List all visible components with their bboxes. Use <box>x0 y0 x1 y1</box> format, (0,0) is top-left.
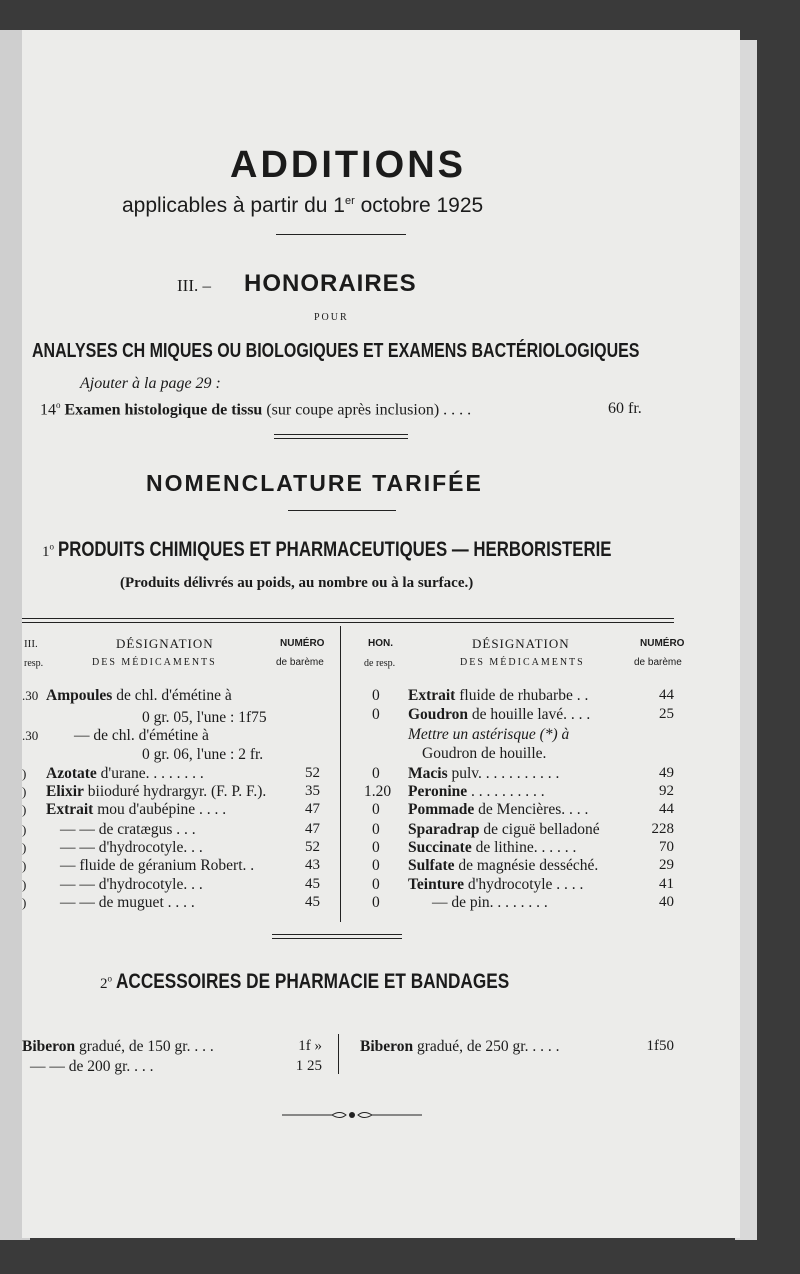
table-top-rule <box>22 618 674 623</box>
nomenclature-rule <box>288 510 396 511</box>
row-hon: 0 <box>372 687 380 704</box>
subtitle-date: octobre 1925 <box>354 194 484 217</box>
table-row <box>372 687 588 705</box>
row-number: 49 <box>659 765 674 781</box>
accessory-price: 1 25 <box>295 1058 322 1074</box>
accessory-row <box>22 1038 214 1056</box>
section1-number: 1 <box>42 544 50 560</box>
examen-text: (sur coupe après inclusion) . . . . <box>266 401 472 419</box>
subtitle-sup: er <box>344 195 355 207</box>
left-header-designation: DÉSIGNATION <box>116 636 214 651</box>
left-header-numero: NUMÉRO <box>280 638 325 649</box>
left-header-hon: III. <box>24 638 38 650</box>
row-text: d'hydrocotyle . . . . <box>463 876 584 893</box>
table-row <box>364 783 545 801</box>
ornament-icon <box>282 1108 422 1122</box>
ajouter-note: Ajouter à la page 29 : <box>80 375 221 392</box>
row-bold: Ampoules <box>46 687 113 704</box>
row-bold: Pommade <box>408 801 475 818</box>
row-bold: Peronine <box>408 783 468 800</box>
row-text: — fluide de géranium Robert. . <box>60 857 255 874</box>
table-row <box>372 706 590 724</box>
section2-heading <box>100 970 596 994</box>
table-row <box>372 876 583 894</box>
document-page <box>22 30 740 1238</box>
row-bold: Sulfate <box>408 857 455 874</box>
row-text: — — d'hydrocotyle. . . <box>60 876 203 893</box>
accessory-row <box>360 1038 559 1056</box>
analyses-heading: ANALYSES CH MIQUES OU BIOLOGIQUES ET EXAMENS BACTÉRIOLOGIQUES <box>32 340 640 362</box>
table-row <box>408 726 569 744</box>
row-number: 70 <box>659 839 674 855</box>
double-rule-2 <box>272 934 402 939</box>
row-hon: 0 <box>372 801 380 818</box>
table-row <box>22 857 254 875</box>
table-row <box>372 801 588 819</box>
row-bold: Goudron <box>408 706 469 723</box>
row-text: fluide de rhubarbe . . <box>455 687 589 704</box>
row-text: — de pin. . . . . . . . <box>432 894 548 911</box>
table-row <box>142 709 267 727</box>
row-text: — — d'hydrocotyle. . . <box>60 839 203 856</box>
row-hon: ) <box>22 877 27 892</box>
pour-label: POUR <box>314 312 349 323</box>
row-text: Mettre un astérisque (*) à <box>408 726 570 743</box>
section2-sup: o <box>107 973 112 984</box>
table-row <box>22 727 209 745</box>
row-text: de Mencières. . . . <box>474 801 589 818</box>
row-number: 228 <box>651 821 674 837</box>
table-row <box>372 839 576 857</box>
row-number: 43 <box>305 857 320 873</box>
row-text: — — de muguet . . . . <box>60 894 195 911</box>
row-number: 25 <box>659 706 674 722</box>
row-text: biioduré hydrargyr. (F. P. F.). <box>83 783 267 800</box>
row-hon: 0 <box>372 876 380 893</box>
row-bold: Azotate <box>46 765 97 782</box>
row-number: 52 <box>305 765 320 781</box>
row-text: de lithine. . . . . . <box>471 839 577 856</box>
row-text: — de chl. d'émétine à <box>74 727 209 744</box>
row-hon: .30 <box>22 728 39 743</box>
row-text: gradué, de 150 gr. . . . <box>75 1038 214 1055</box>
row-text: 0 gr. 05, l'une : 1f75 <box>142 709 267 726</box>
examen-sup: o <box>56 400 61 410</box>
right-header-numero-2: de barème <box>634 657 682 668</box>
accessory-divider <box>338 1034 339 1074</box>
table-row <box>372 765 559 783</box>
row-bold: Teinture <box>408 876 464 893</box>
row-bold: Biberon <box>22 1038 76 1055</box>
row-number: 52 <box>305 839 320 855</box>
row-bold: Elixir <box>46 783 84 800</box>
row-bold: Sparadrap <box>408 821 480 838</box>
accessory-price: 1f » <box>298 1038 322 1054</box>
table-row <box>22 821 196 839</box>
examen-bold: Examen histologique de tissu <box>64 401 263 419</box>
examen-number: 14 <box>40 401 56 419</box>
right-header-designation-2: DES MÉDICAMENTS <box>460 657 585 668</box>
row-number: 92 <box>659 783 674 799</box>
row-hon: ) <box>22 766 27 781</box>
row-hon: 0 <box>372 839 380 856</box>
table-row <box>22 876 203 894</box>
table-row <box>372 821 600 839</box>
table-row <box>22 839 203 857</box>
row-number: 44 <box>659 687 674 703</box>
row-hon: ) <box>22 802 27 817</box>
page-subtitle <box>122 194 483 218</box>
row-text: pulv. . . . . . . . . . . <box>447 765 560 782</box>
left-header-hon-2: resp. <box>24 658 44 669</box>
honoraires-heading: HONORAIRES <box>244 270 417 297</box>
nomenclature-heading: NOMENCLATURE TARIFÉE <box>146 470 483 496</box>
row-text: de houille lavé. . . . <box>468 706 591 723</box>
row-hon: 1.20 <box>364 783 392 800</box>
row-bold: Extrait <box>46 801 94 818</box>
section1-note: (Produits délivrés au poids, au nombre ou à la surface.) <box>120 575 474 591</box>
row-text: mou d'aubépine . . . . <box>93 801 227 818</box>
row-hon: ) <box>22 822 27 837</box>
row-hon: 0 <box>372 821 380 838</box>
left-header-designation-2: DES MÉDICAMENTS <box>92 657 217 668</box>
row-text: . . . . . . . . . . <box>467 783 545 800</box>
row-text: Goudron de houille. <box>422 745 547 762</box>
table-row <box>22 801 226 819</box>
section1-sup: o <box>49 541 54 552</box>
table-row <box>372 857 598 875</box>
row-number: 35 <box>305 783 320 799</box>
section2-title: ACCESSOIRES DE PHARMACIE ET BANDAGES <box>116 970 510 993</box>
row-text: gradué, de 250 gr. . . . . <box>413 1038 560 1055</box>
table-row <box>142 746 263 764</box>
title-rule <box>276 234 406 235</box>
row-bold: Succinate <box>408 839 472 856</box>
double-rule-1 <box>274 434 408 439</box>
right-header-hon: HON. <box>368 638 393 649</box>
right-header-hon-2: de resp. <box>364 658 396 669</box>
row-text: de ciguë belladoné <box>479 821 600 838</box>
row-text: de chl. d'émétine à <box>112 687 232 704</box>
row-hon: ) <box>22 858 27 873</box>
section2-number: 2 <box>100 976 108 992</box>
row-number: 29 <box>659 857 674 873</box>
row-hon: ) <box>22 840 27 855</box>
section1-title: PRODUITS CHIMIQUES ET PHARMACEUTIQUES — HERBORISTERIE <box>58 538 612 561</box>
row-number: 41 <box>659 876 674 892</box>
section1-heading <box>42 538 750 562</box>
right-header-numero: NUMÉRO <box>640 638 685 649</box>
table-row <box>22 765 204 783</box>
row-number: 45 <box>305 876 320 892</box>
row-text: — — de 200 gr. . . . <box>30 1058 154 1075</box>
left-header-numero-2: de barème <box>276 657 324 668</box>
row-text: — — de cratægus . . . <box>60 821 196 838</box>
table-row <box>22 783 266 801</box>
row-text: de magnésie desséché. <box>454 857 599 874</box>
table-row <box>422 745 546 763</box>
examen-item <box>40 400 471 419</box>
table-column-divider <box>340 626 341 922</box>
table-row <box>22 894 195 912</box>
row-number: 47 <box>305 821 320 837</box>
row-number: 44 <box>659 801 674 817</box>
accessory-row <box>30 1058 154 1076</box>
row-hon: 0 <box>372 894 380 911</box>
row-hon: .30 <box>22 688 39 703</box>
table-row <box>22 687 232 705</box>
honoraires-numeral: III. – <box>177 276 211 295</box>
row-hon: 0 <box>372 706 380 723</box>
row-hon: ) <box>22 895 27 910</box>
table-row <box>372 894 548 912</box>
row-hon: 0 <box>372 765 380 782</box>
subtitle-text: applicables à partir du 1 <box>122 194 345 217</box>
row-bold: Macis <box>408 765 448 782</box>
row-hon: 0 <box>372 857 380 874</box>
row-hon: ) <box>22 784 27 799</box>
row-bold: Biberon <box>360 1038 414 1055</box>
row-number: 40 <box>659 894 674 910</box>
examen-price: 60 fr. <box>608 400 642 417</box>
right-header-designation: DÉSIGNATION <box>472 636 570 651</box>
page-title: ADDITIONS <box>230 144 466 186</box>
row-text: 0 gr. 06, l'une : 2 fr. <box>142 746 264 763</box>
row-bold: Extrait <box>408 687 456 704</box>
row-number: 45 <box>305 894 320 910</box>
row-text: d'urane. . . . . . . . <box>96 765 204 782</box>
row-number: 47 <box>305 801 320 817</box>
accessory-price: 1f50 <box>646 1038 674 1054</box>
